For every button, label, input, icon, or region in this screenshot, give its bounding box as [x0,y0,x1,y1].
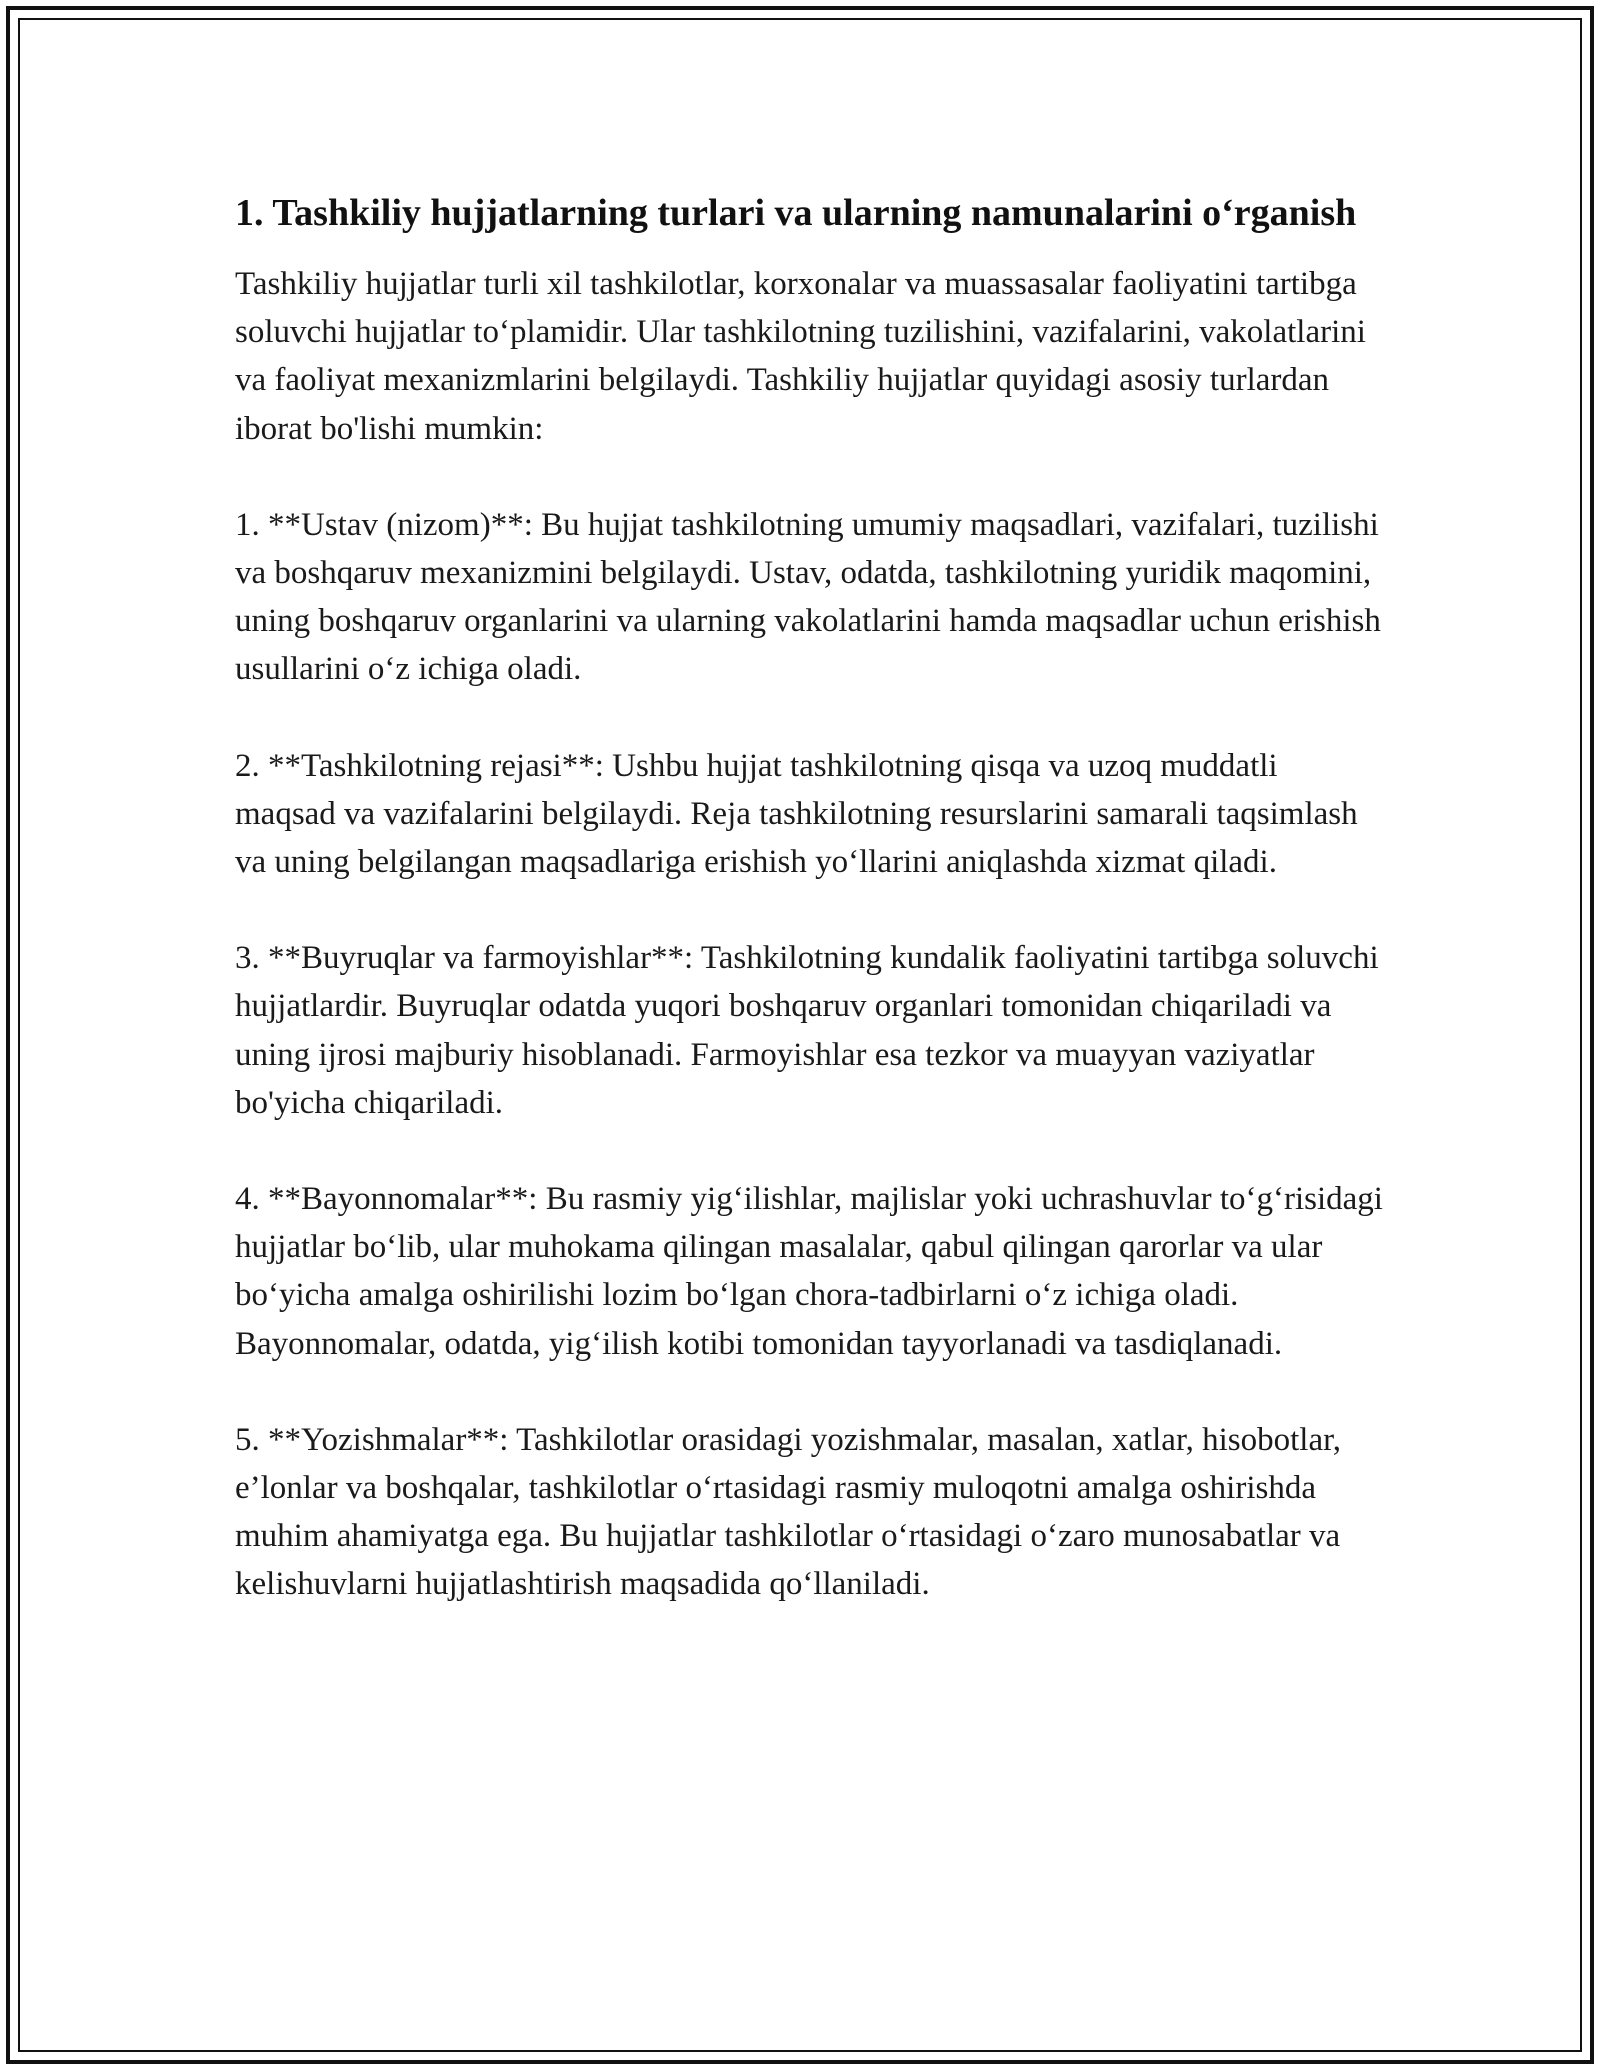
list-item-reja: 2. **Tashkilotning rejasi**: Ushbu hujjat tashkilotning qisqa va uzoq muddatli maqsad va vazifalarini belgilaydi. Reja tashkilotning resurslarini samarali taqsimlash va uning belgilangan maqsadlariga erishish yo‘llarini aniqlashda xizmat qiladi. [235,747,1358,881]
list-item-buyruqlar: 3. **Buyruqlar va farmoyishlar**: Tashkilotning kundalik faoliyatini tartibga soluvchi hujjatlardir. Buyruqlar odatda yuqori boshqaruv organlari tomonidan chiqariladi va uning ijrosi majburiy hisoblanadi. Farmoyishlar esa tezkor va muayyan vaziyatlar bo'yicha chiqariladi. [235,940,1379,1121]
list-item-yozishmalar: 5. **Yozishmalar**: Tashkilotlar orasidagi yozishmalar, masalan, xatlar, hisobotlar, e’lonlar va boshqalar, tashkilotlar o‘rtasidagi rasmiy muloqotni amalga oshirishda muhim ahamiyatga ega. Bu hujjatlar tashkilotlar o‘rtasidagi o‘zaro munosabatlar va kelishuvlarni hujjatlashtirish maqsadida qo‘llaniladi. [235,1421,1342,1603]
intro-paragraph: Tashkiliy hujjatlar turli xil tashkilotlar, korxonalar va muassasalar faoliyatini tartibga soluvchi hujjatlar to‘plamidir. Ular tashkilotning tuzilishini, vazifalarini, vakolatlarini va faoliyat mexanizmlarini belgilaydi. Tashkiliy hujjatlar quyidagi asosiy turlardan iborat bo'lishi mumkin: [235,266,1366,447]
document-body [235,186,1385,1657]
list-item-bayonnomalar: 4. **Bayonnomalar**: Bu rasmiy yig‘ilishlar, majlislar yoki uchrashuvlar to‘g‘risidagi hujjatlar bo‘lib, ular muhokama qilingan masalalar, qabul qilingan qarorlar va ular bo‘yicha amalga oshirilishi lozim bo‘lgan chora-tadbirlarni o‘z ichiga oladi. Bayonnomalar, odatda, yig‘ilish kotibi tomonidan tayyorlanadi va tasdiqlanadi. [235,1181,1383,1362]
document-title: 1. Tashkiliy hujjatlarning turlari va ularning namunalarini o‘rganish [235,192,1357,234]
list-item-ustav: 1. **Ustav (nizom)**: Bu hujjat tashkilotning umumiy maqsadlari, vazifalari, tuzilishi va boshqaruv mexanizmini belgilaydi. Ustav, odatda, tashkilotning yuridik maqomini, uning boshqaruv organlarini va ularning vakolatlarini hamda maqsadlar uchun erishish usullarini o‘z ichiga oladi. [235,506,1381,688]
